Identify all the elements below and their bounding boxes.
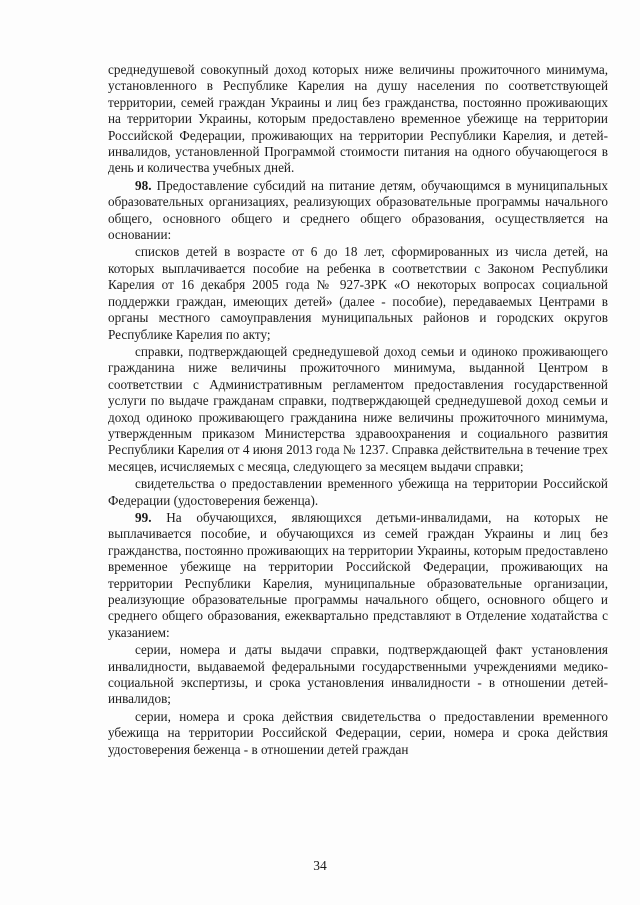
paragraph-number: 98. — [135, 177, 152, 193]
paragraph-99 — [108, 510, 608, 641]
paragraph-text: Предоставление субсидий на питание детям, обучающимся в муниципальных образовательных организациях, реализующих образовательные программы начального общего, основного общего и среднего общего образования, осуществляется на основании: — [108, 177, 608, 243]
paragraph-children-lists — [108, 244, 608, 342]
paragraph-refugee — [108, 709, 608, 758]
paragraph-asylum-certificate — [108, 476, 608, 509]
paragraph-text: На обучающихся, являющихся детьми-инвалидами, на которых не выплачивается пособие, и обучающихся из семей граждан Украины и лиц без гражданства, постоянно проживающих на территории Украины, которым предоставлено временное убежище на территории Российской Федерации, проживающих на территории Республики Карелия, муниципальные образовательные организации, реализующие образовательные программы начального общего, основного общего и среднего общего образования, ежеквартально представляют в Отделение ходатайства с указанием: — [108, 509, 609, 640]
body-text — [108, 62, 608, 759]
paragraph-number: 99. — [135, 509, 152, 525]
paragraph-text: среднедушевой совокупный доход которых ниже величины прожиточного минимума, установленного в Республике Карелия на душу населения по соответствующей территории, семей граждан Украины и лиц без гражданства, постоянно проживающих на территории Украины, которым предоставлено временное убежище на территории Российской Федерации, проживающих на территории Республики Карелия, и детей-инвалидов, установленной Программой стоимости питания на одного обучающегося в день и количества учебных дней. — [108, 62, 608, 176]
paragraph-98 — [108, 178, 608, 244]
paragraph-text: свидетельства о предоставлении временного убежища на территории Российской Федерации (удостоверения беженца). — [108, 476, 608, 508]
paragraph-text: справки, подтверждающей среднедушевой доход семьи и одиноко проживающего гражданина ниже величины прожиточного минимума, выданной Центром в соответствии с Административным регламентом предоставления государственной услуги по выдаче гражданам справки, подтверждающей среднедушевой доход семьи и доход одиноко проживающего гражданина ниже величины прожиточного минимума, утвержденным приказом Министерства здравоохранения и социального развития Республики Карелия от 4 июня 2013 года № 1237. Справка действительна в течение трех месяцев, исчисляемых с месяца, следующего за месяцем выдачи справки; — [108, 343, 608, 474]
paragraph-disability — [108, 642, 608, 708]
paragraph-text: серии, номера и даты выдачи справки, подтверждающей факт установления инвалидности, выдаваемой федеральными государственными учреждениями медико-социальной экспертизы, и срока установления инвалидности - в отношении детей-инвалидов; — [108, 642, 608, 707]
paragraph-text: списков детей в возрасте от 6 до 18 лет, сформированных из числа детей, на которых выплачивается пособие на ребенка в соответствии с Законом Республики Карелия от 16 декабря 2005 года № 927-ЗРК «О некоторых вопросах социальной поддержки граждан, имеющих детей» (далее - пособие), передаваемых Центрами в органы местного самоуправления муниципальных районов и городских округов Республике Карелия по акту; — [108, 244, 608, 342]
page-number: 34 — [313, 858, 327, 873]
paragraph-text: серии, номера и срока действия свидетельства о предоставлении временного убежища на территории Российской Федерации, серии, номера и срока действия удостоверения беженца - в отношении детей граждан — [108, 708, 608, 757]
paragraph-income-certificate — [108, 344, 608, 475]
paragraph-continuation — [108, 62, 608, 177]
